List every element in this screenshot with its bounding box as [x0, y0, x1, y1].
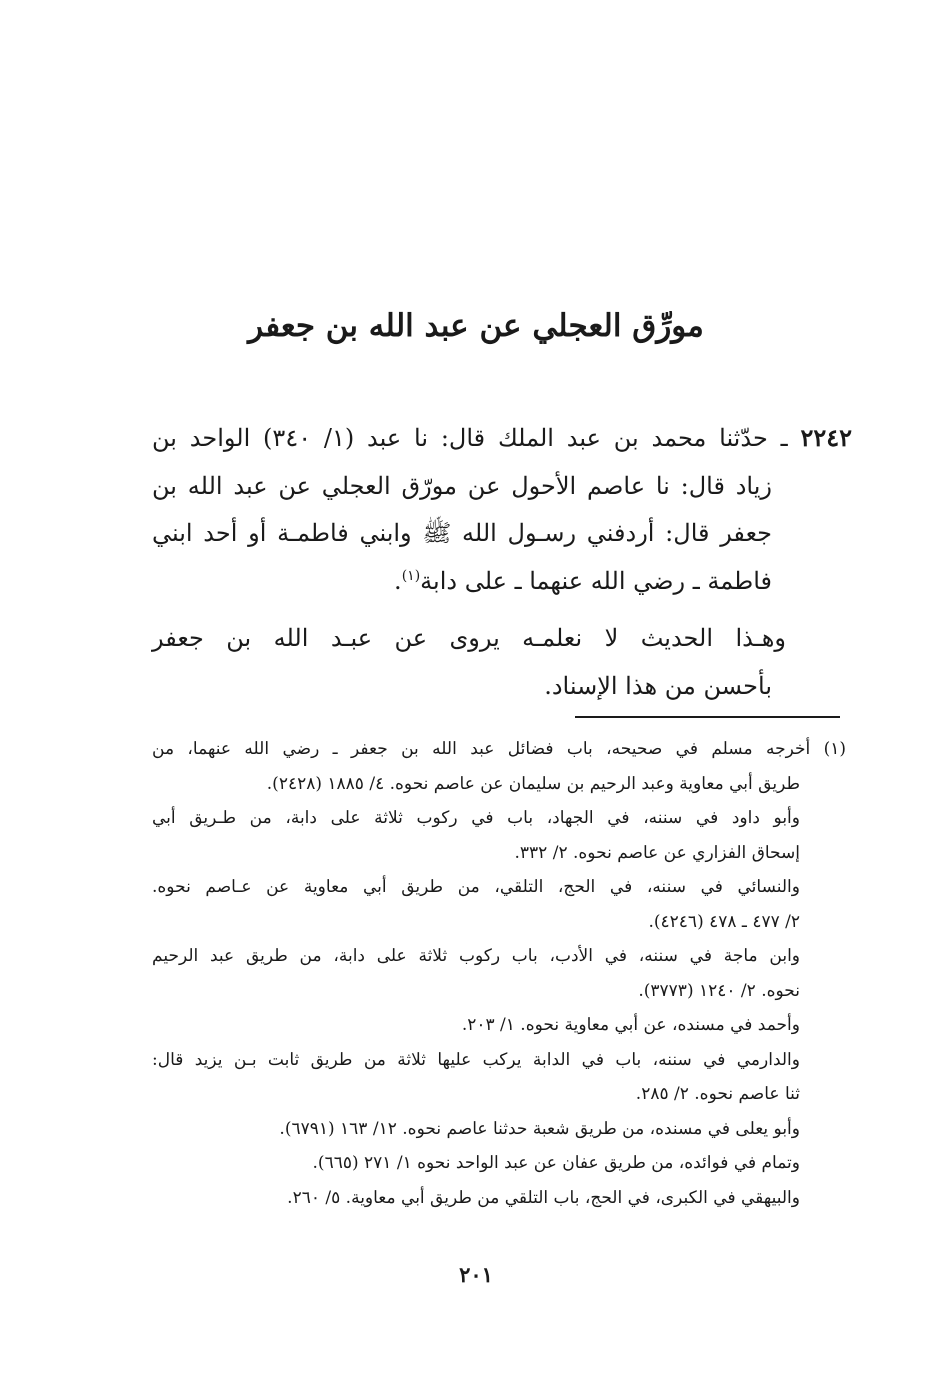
- hadith-line: جعفر قال: أردفني رسـول الله ﷺ وابني فاطمـة أو أحد ابني: [152, 519, 772, 547]
- footnote-reference: (١): [401, 567, 421, 584]
- footnote-line: وتمام في فوائده، من طريق عفان عن عبد الواحد نحوه ١/ ٢٧١ (٦٦٥).: [312, 1153, 800, 1173]
- footnote-line: وأبو يعلى في مسنده، من طريق شعبة حدثنا عاصم نحوه. ١٢/ ١٦٣ (٦٧٩١).: [279, 1118, 800, 1139]
- footnote-line: والنسائي في سننه، في الحج، التلقي، من طريق أبي معاوية عن عـاصم نحوه.: [152, 877, 800, 897]
- footnote-line: نحوه. ٢/ ١٢٤٠ (٣٧٧٣).: [638, 980, 800, 1001]
- commentary-line: وهـذا الحديث لا نعلمـه يروى عن عبـد الله بن جعفر: [152, 624, 786, 652]
- footnote-separator: [575, 716, 840, 718]
- hadith-number: ٢٢٤٢: [800, 423, 853, 452]
- hadith-line: ٢٢٤٢ ـ حدّثنا محمد بن عبد الملك قال: نا عبد (١/ ٣٤٠) الواحد بن: [152, 423, 853, 452]
- footnote-line: (١) أخرجه مسلم في صحيحه، باب فضائل عبد الله بن جعفر ـ رضي الله عنهما، من: [152, 739, 846, 759]
- commentary-line: بأحسن من هذا الإسناد.: [544, 671, 772, 700]
- footnote-line: طريق أبي معاوية وعبد الرحيم بن سليمان عن عاصم نحوه. ٤/ ١٨٨٥ (٢٤٢٨).: [266, 773, 800, 794]
- hadith-line: زياد قال: نا عاصم الأحول عن مورّق العجلي عن عبد الله بن: [152, 471, 772, 500]
- footnote-line: والبيهقي في الكبرى، في الحج، باب التلقي من طريق أبي معاوية. ٥/ ٢٦٠.: [287, 1187, 800, 1208]
- footnote-line: وأحمد في مسنده، عن أبي معاوية نحوه. ١/ ٢٠٣.: [461, 1015, 800, 1035]
- footnote-line: إسحاق الفزاري عن عاصم نحوه. ٢/ ٣٣٢.: [514, 842, 800, 863]
- footnote-line: ٢/ ٤٧٧ ـ ٤٧٨ (٤٢٤٦).: [648, 911, 800, 932]
- page-number: ٢٠١: [459, 1262, 493, 1287]
- footnote-line: وأبو داود في سننه، في الجهاد، باب في ركوب ثلاثة على دابة، من طـريق أبي: [152, 808, 800, 828]
- footnote-line: ثنا عاصم نحوه. ٢/ ٢٨٥.: [635, 1084, 800, 1104]
- footnote-line: والدارمي في سننه، باب في الدابة يركب عليها ثلاثة من طريق ثابت بـن يزيد قال:: [152, 1049, 800, 1070]
- hadith-line: فاطمة ـ رضي الله عنهما ـ على دابة$^{(١)}$.: [394, 566, 772, 595]
- footnote-line: وابن ماجة في سننه، في الأدب، باب ركوب ثلاثة على دابة، من طريق عبد الرحيم: [152, 946, 800, 966]
- footnotes: [152, 732, 846, 1215]
- chapter-title: مورِّق العجلي عن عبد الله بن جعفر: [248, 308, 704, 344]
- hadith-text: [152, 414, 852, 710]
